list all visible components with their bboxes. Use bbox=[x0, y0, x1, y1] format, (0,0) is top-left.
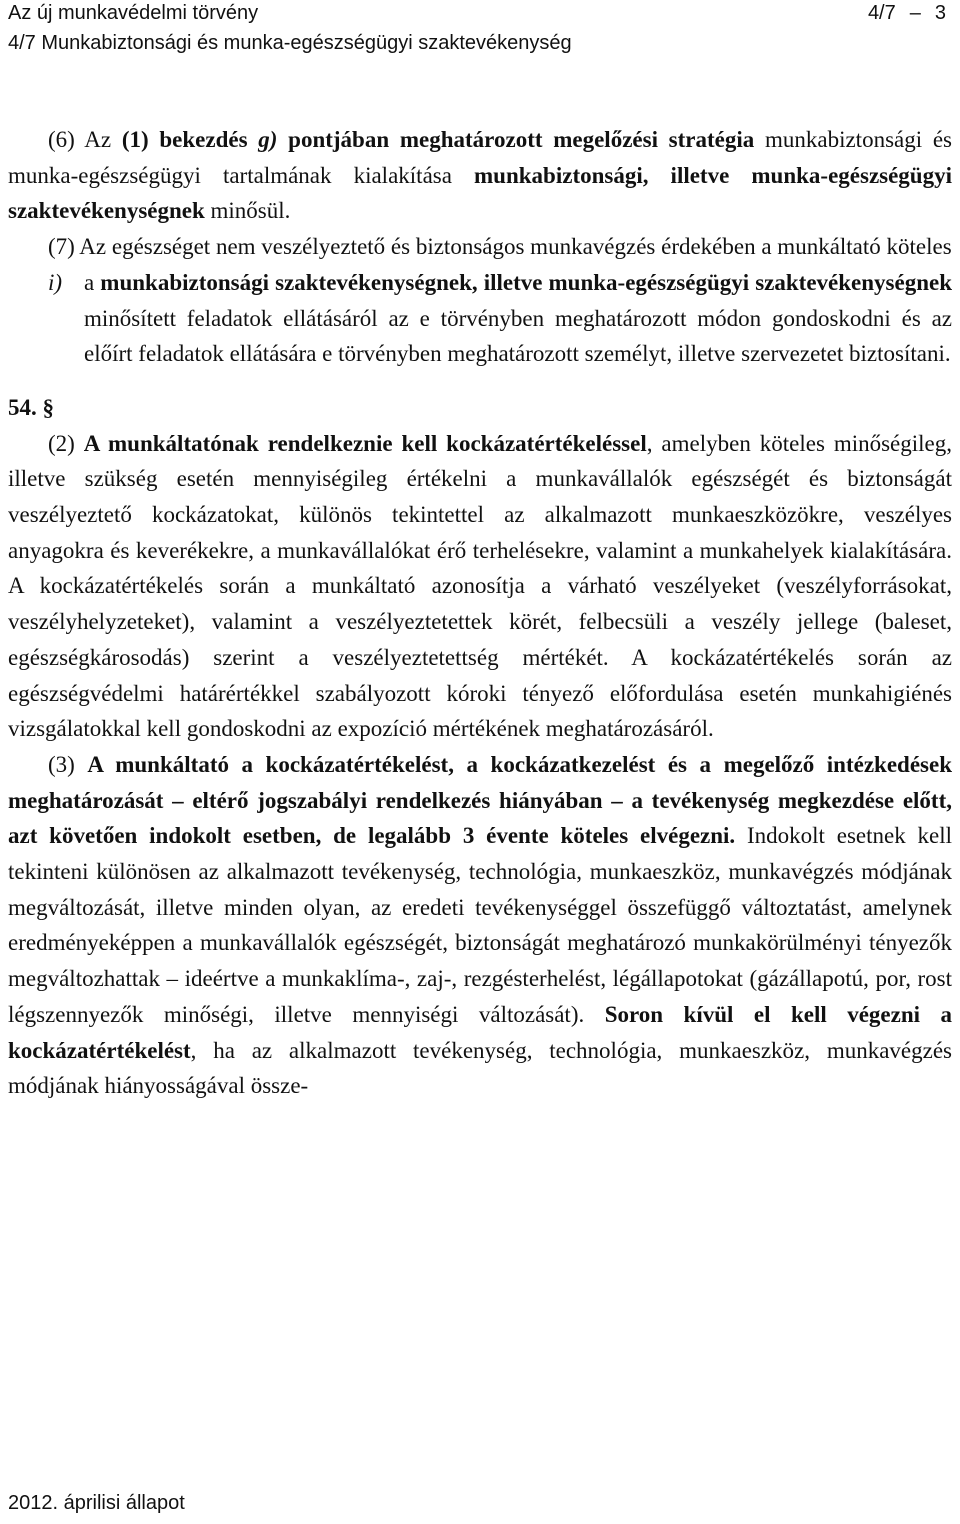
p6-bold-italic: g) bbox=[258, 127, 278, 152]
list-item-i bbox=[8, 265, 952, 372]
document-body bbox=[8, 122, 952, 1104]
page-dash: – bbox=[909, 2, 921, 24]
paragraph-6 bbox=[8, 122, 952, 229]
p6-text-3: minősül. bbox=[204, 198, 291, 224]
section-heading-54: 54. § bbox=[8, 394, 54, 420]
list-item-text bbox=[84, 265, 952, 372]
p2-text-2: , amelyben köteles minőségileg, illetve szükség esetén mennyiségileg értékelni a munkavállalók egészségét és biztonságát veszélyeztető kockázatokat, különös tekintettel az alkalmazott munkaeszközökre, veszélyes anyagokra és keverékekre, a munkavállalókat érő terhelésekre, valamint a munkahelyek kialakítására. A kockázatértékelés során a munkáltató azonosítja a várható veszélyeket (veszélyforrásokat, veszélyhelyzeteket), valamint a veszélyeztetettek körét, felbecsüli a veszély jellege (baleset, egészségkárosodás) szerint a veszélyeztetettség mértékét. A kockázatértékelés során az egészségvédelmi határértékkel szabályozott kóroki tényező előfordulása esetén munkahigiénés vizsgálatokkal kell gondoskodni az expozíció mértékének meghatározásáról. bbox=[8, 430, 952, 742]
item-text-1: a bbox=[84, 269, 101, 295]
p2-text-1: (2) bbox=[48, 430, 84, 456]
p3-text-1: (3) bbox=[48, 751, 88, 777]
list-marker: i) bbox=[48, 269, 63, 295]
p6-text-1: (6) Az bbox=[48, 127, 122, 152]
paragraph-7: (7) Az egészséget nem veszélyeztető és biztonságos munkavégzés érdekében a munkáltató köteles bbox=[48, 234, 952, 260]
page-locator bbox=[854, 2, 946, 25]
paragraph-2 bbox=[8, 426, 952, 747]
chapter-number: 4/7 bbox=[867, 2, 896, 24]
document-title: Az új munkavédelmi törvény bbox=[8, 2, 259, 24]
section-subtitle: 4/7 Munkabiztonsági és munka-egészségügyi szaktevékenység bbox=[8, 32, 572, 54]
p6-text-2: munkabiztonsági és munka-egészségügyi tartalmának kialakítása bbox=[8, 127, 953, 188]
page-footer: 2012. áprilisi állapot bbox=[8, 1492, 185, 1514]
p3-text-3: , ha az alkalmazott tevékenység, technológia, munkaeszköz, munkavégzés módjának hiányosságával össze- bbox=[8, 1037, 952, 1099]
item-bold-1: munkabiztonsági szaktevékenységnek, illetve munka-egészségügyi szaktevékenységnek bbox=[100, 269, 952, 295]
p6-bold-1: (1) bekezdés bbox=[121, 127, 259, 152]
paragraph-3 bbox=[8, 747, 952, 1104]
p2-bold-1: A munkáltatónak rendelkeznie kell kockázatértékeléssel bbox=[83, 430, 647, 456]
p3-bold-2: Soron kívül el kell végezni a kockázatértékelést bbox=[8, 1001, 952, 1063]
p6-bold-2: pontjában meghatározott megelőzési stratégia bbox=[277, 127, 755, 152]
p3-text-2: Indokolt esetnek kell tekinteni különösen az alkalmazott tevékenység, technológia, munkaeszköz, munkavégzés módjának megváltozását, illetve minden olyan, az eredeti tevékenységgel összefüggő változtatást, amelynek eredményeképpen a munkavállalók egészségét, biztonságát meghatározó munkakörülményi tényezők megváltozhattak – ideértve a munkaklíma-, zaj-, rezgésterhelést, légállapotokat (gázállapotú, por, rost légszennyezők minőségi, illetve mennyiségi változását). bbox=[8, 823, 953, 1027]
p6-bold-3: munkabiztonsági, illetve munka-egészségügyi szaktevékenységnek bbox=[8, 162, 952, 224]
item-text-2: minősített feladatok ellátásáról az e törvényben meghatározott módon gondoskodni és az előírt feladatok ellátására e törvényben meghatározott személyt, illetve szervezetet biztosítani. bbox=[84, 305, 952, 367]
page-number: 3 bbox=[934, 2, 946, 24]
p3-bold-1: A munkáltató a kockázatértékelést, a kockázatkezelést és a megelőző intézkedések meghatározását – eltérő jogszabályi rendelkezés hiányában – a tevékenység megkezdése előtt, azt követően indokolt esetben, de legalább 3 évente köteles elvégezni. bbox=[8, 751, 952, 849]
running-header bbox=[8, 2, 946, 25]
